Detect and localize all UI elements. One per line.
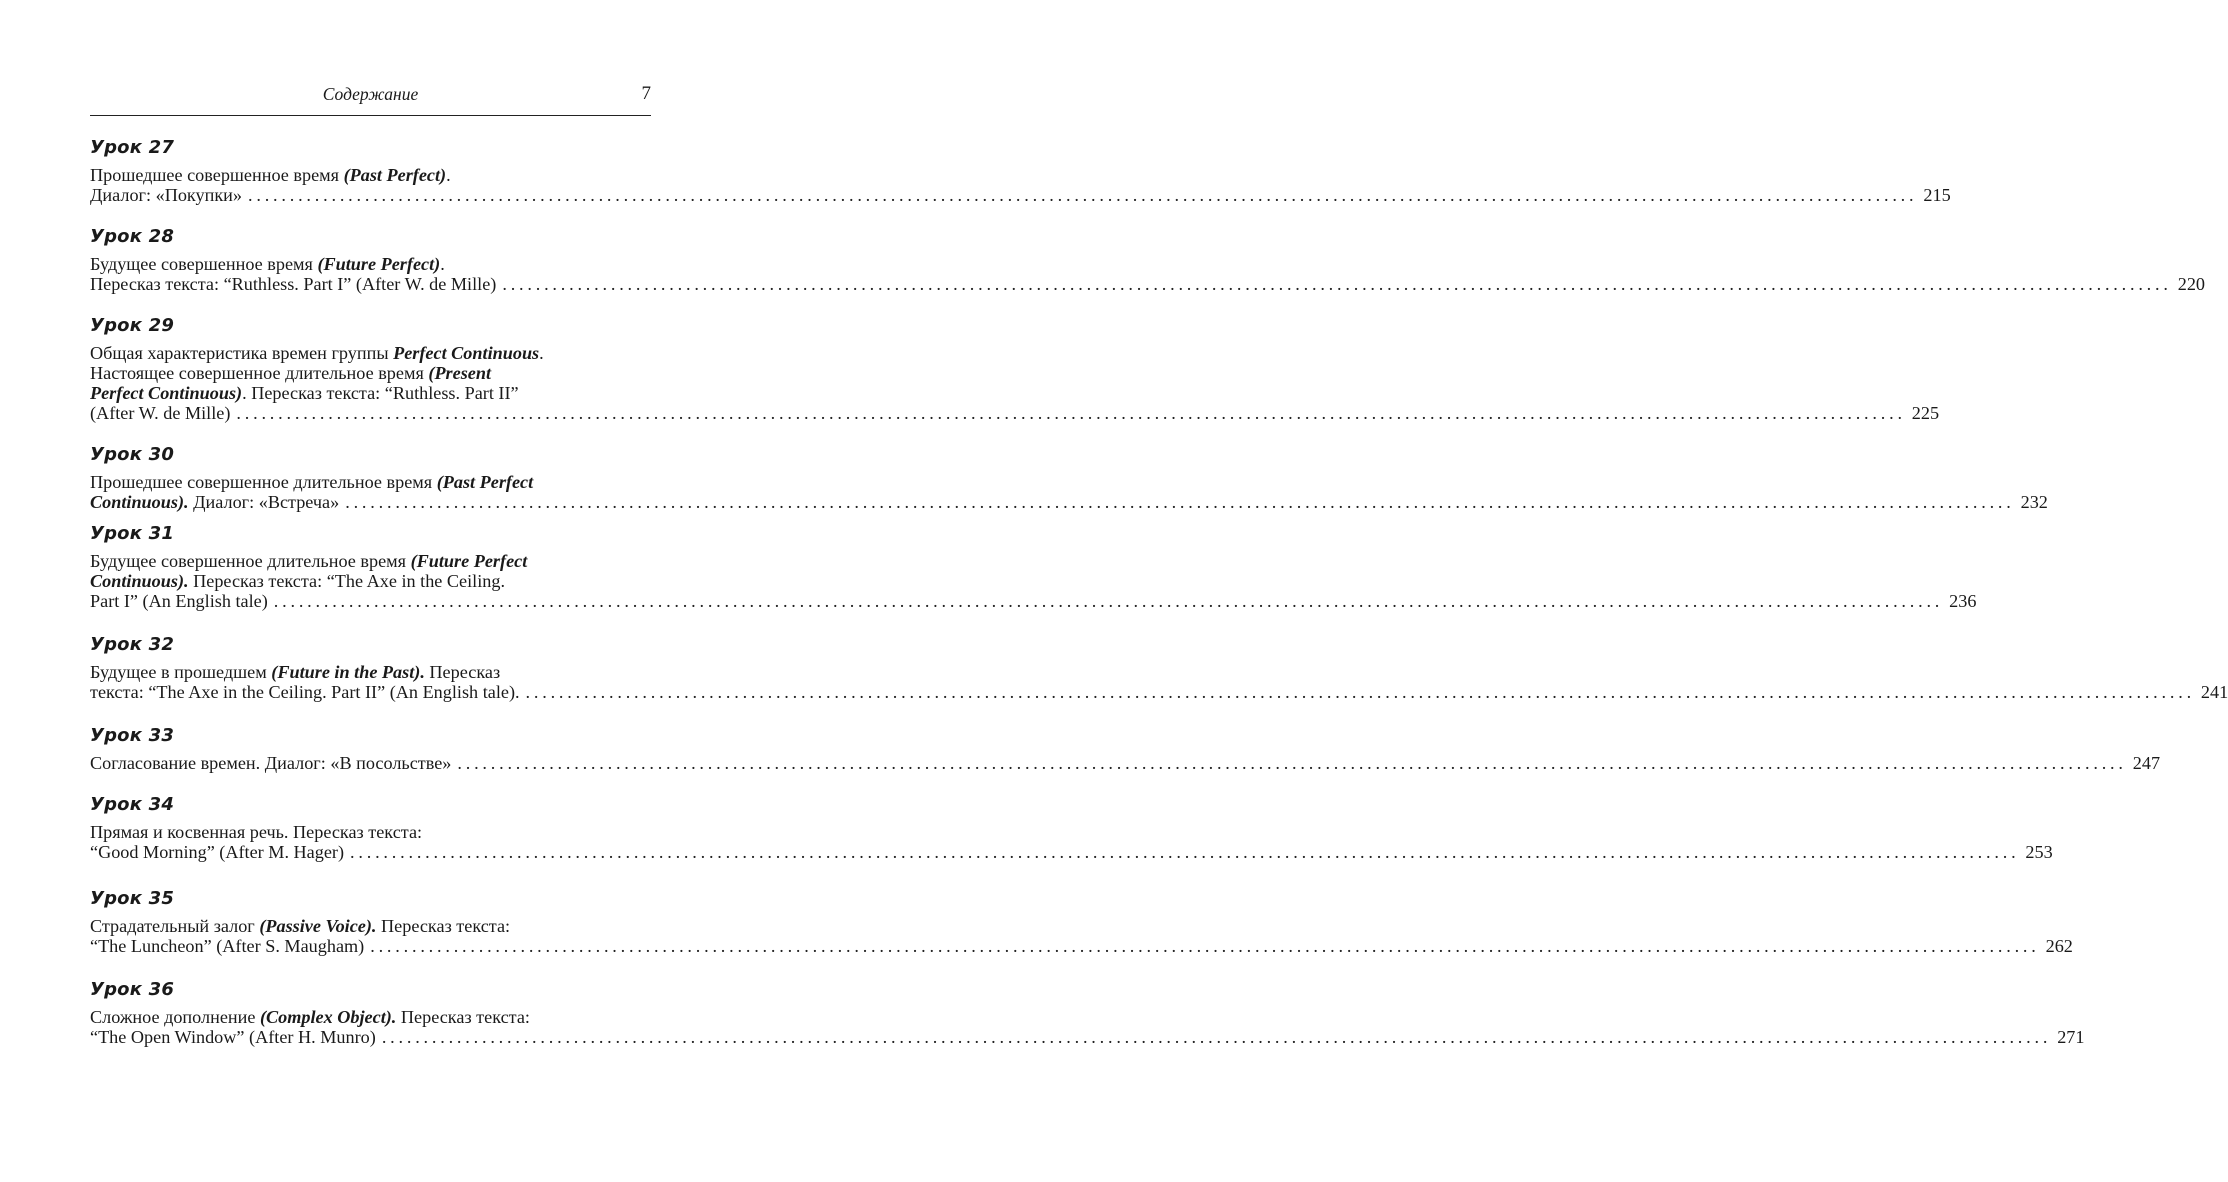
- entry-text: [90, 403, 230, 423]
- toc-lesson: [90, 223, 2205, 294]
- text-run: Общая характеристика времен группы: [90, 343, 394, 363]
- page-ref: 220: [2177, 274, 2205, 294]
- text-run: Прямая и косвенная речь. Пересказ текста:: [90, 822, 423, 842]
- text-run: Будущее совершенное время: [90, 254, 318, 274]
- entry-text: [90, 492, 339, 512]
- text-run: . Пересказ текста: “Ruthless. Part II”: [242, 383, 519, 403]
- entry-line: [90, 662, 650, 682]
- toc-lesson: [90, 312, 1940, 423]
- entry-text: [90, 363, 491, 383]
- text-run: Согласование времен. Диалог: «В посольстве»: [90, 753, 452, 773]
- text-run: Будущее в прошедшем: [90, 662, 272, 682]
- entry-text: [90, 753, 451, 773]
- text-run: (After W. de Mille): [90, 403, 231, 423]
- entry-line: [90, 1007, 650, 1027]
- entry-line: [90, 753, 2161, 773]
- entry-line: [90, 916, 650, 936]
- dot-leader: ........................................................................................................................................................................................................: [236, 403, 1906, 423]
- entry-line: [90, 551, 650, 571]
- page-ref: 241: [2200, 682, 2228, 702]
- text-run: Пересказ текста:: [376, 916, 511, 936]
- entry-line: [90, 472, 650, 492]
- entry-line: [90, 165, 650, 185]
- lesson-title: Урок 31: [90, 523, 175, 544]
- term-emphasis: (Complex Object).: [259, 1007, 397, 1027]
- text-run: Страдательный залог: [90, 916, 260, 936]
- toc-entry: [90, 472, 2048, 512]
- entry-line: [90, 842, 2053, 862]
- toc-entry: [90, 165, 1951, 205]
- text-run: “Good Morning” (After M. Hager): [90, 842, 345, 862]
- toc-lesson: [90, 134, 1951, 205]
- entry-text: [90, 551, 527, 571]
- toc-lesson: [90, 520, 1977, 611]
- entry-text: [90, 682, 520, 702]
- entry-line: [90, 936, 2073, 956]
- term-emphasis: Continuous).: [90, 571, 189, 591]
- toc-entry: [90, 551, 1977, 611]
- text-run: Будущее совершенное длительное время: [90, 551, 411, 571]
- text-run: Part I” (An English tale): [90, 591, 268, 611]
- entry-text: [90, 1027, 376, 1047]
- toc-lesson: [90, 631, 2228, 702]
- page-ref: 225: [1911, 403, 1940, 423]
- text-run: Пересказ текста:: [396, 1007, 530, 1027]
- text-run: Сложное дополнение: [90, 1007, 260, 1027]
- dot-leader: ........................................................................................................................................................................................................: [525, 682, 2195, 702]
- toc-entry: [90, 343, 1940, 423]
- running-title: Содержание: [322, 84, 419, 104]
- page-number: 7: [641, 83, 651, 104]
- term-emphasis: (Future Perfect: [410, 551, 528, 571]
- text-run: текста: “The Axe in the Ceiling. Part II” (An English tale).: [90, 682, 520, 702]
- toc-entry: [90, 662, 2228, 702]
- header-rule: [90, 115, 651, 116]
- page-ref: 253: [2025, 842, 2053, 862]
- lesson-title: Урок 33: [90, 725, 175, 746]
- entry-line: [90, 343, 650, 363]
- page-header: [90, 84, 651, 118]
- term-emphasis: (Past Perfect: [436, 472, 534, 492]
- dot-leader: ........................................................................................................................................................................................................: [381, 1027, 2052, 1047]
- entry-line: [90, 185, 1951, 205]
- entry-text: [90, 591, 268, 611]
- toc-entry: [90, 254, 2205, 294]
- entry-text: [90, 822, 422, 842]
- entry-line: [90, 1027, 2085, 1047]
- toc-entry: [90, 1007, 2085, 1047]
- dot-leader: ........................................................................................................................................................................................................: [350, 842, 2020, 862]
- entry-text: [90, 274, 496, 294]
- entry-text: [90, 571, 505, 591]
- dot-leader: ........................................................................................................................................................................................................: [273, 591, 1944, 611]
- entry-line: [90, 571, 650, 591]
- dot-leader: ........................................................................................................................................................................................................: [457, 753, 2127, 773]
- toc-entry: [90, 753, 2161, 773]
- term-emphasis: (Present: [428, 363, 492, 383]
- entry-line: [90, 492, 2048, 512]
- term-emphasis: Perfect Continuous): [90, 383, 243, 403]
- entry-line: [90, 403, 1940, 423]
- entry-text: [90, 1007, 530, 1027]
- entry-text: [90, 185, 242, 205]
- entry-text: [90, 916, 510, 936]
- term-emphasis: (Past Perfect): [343, 165, 447, 185]
- page-ref: 232: [2020, 492, 2048, 512]
- dot-leader: ........................................................................................................................................................................................................: [502, 274, 2172, 294]
- text-run: .: [440, 254, 445, 274]
- text-run: Прошедшее совершенное время: [90, 165, 344, 185]
- page-ref: 247: [2132, 753, 2161, 773]
- toc-lesson: [90, 976, 2085, 1047]
- term-emphasis: (Passive Voice).: [259, 916, 377, 936]
- entry-text: [90, 165, 451, 185]
- toc-lesson: [90, 885, 2073, 956]
- text-run: Диалог: «Покупки»: [90, 185, 242, 205]
- lesson-title: Урок 29: [90, 315, 175, 336]
- entry-line: [90, 822, 650, 842]
- entry-text: [90, 662, 500, 682]
- entry-line: [90, 274, 2205, 294]
- entry-text: [90, 383, 519, 403]
- page-ref: 215: [1923, 185, 1951, 205]
- page-ref: 236: [1949, 591, 1977, 611]
- entry-line: [90, 591, 1977, 611]
- text-run: .: [446, 165, 451, 185]
- entry-line: [90, 254, 650, 274]
- text-run: “The Luncheon” (After S. Maugham): [90, 936, 365, 956]
- term-emphasis: Perfect Continuous: [393, 343, 540, 363]
- entry-line: [90, 363, 650, 383]
- dot-leader: ........................................................................................................................................................................................................: [370, 936, 2040, 956]
- text-run: Настоящее совершенное длительное время: [90, 363, 429, 383]
- term-emphasis: (Future in the Past).: [271, 662, 425, 682]
- text-run: Прошедшее совершенное длительное время: [90, 472, 437, 492]
- lesson-title: Урок 27: [90, 137, 175, 158]
- entry-line: [90, 682, 2228, 702]
- toc-lesson: [90, 791, 2053, 862]
- term-emphasis: (Future Perfect): [317, 254, 441, 274]
- toc-entry: [90, 916, 2073, 956]
- entry-text: [90, 842, 344, 862]
- text-run: Диалог: «Встреча»: [188, 492, 340, 512]
- entry-line: [90, 383, 650, 403]
- page-ref: 271: [2057, 1027, 2085, 1047]
- toc-lesson: [90, 722, 2161, 773]
- text-run: .: [539, 343, 544, 363]
- entry-text: [90, 343, 544, 363]
- entry-text: [90, 472, 533, 492]
- dot-leader: ........................................................................................................................................................................................................: [345, 492, 2015, 512]
- lesson-title: Урок 36: [90, 979, 175, 1000]
- dot-leader: ........................................................................................................................................................................................................: [248, 185, 1918, 205]
- text-run: Пересказ текста: “The Axe in the Ceiling.: [188, 571, 506, 591]
- term-emphasis: Continuous).: [90, 492, 189, 512]
- page-ref: 262: [2045, 936, 2073, 956]
- toc-lesson: [90, 441, 2048, 512]
- toc-entry: [90, 822, 2053, 862]
- text-run: Пересказ текста: “Ruthless. Part I” (After W. de Mille): [90, 274, 497, 294]
- lesson-title: Урок 34: [90, 794, 175, 815]
- lesson-title: Урок 35: [90, 888, 175, 909]
- lesson-title: Урок 32: [90, 634, 175, 655]
- lesson-title: Урок 28: [90, 226, 175, 247]
- entry-text: [90, 936, 364, 956]
- text-run: “The Open Window” (After H. Munro): [90, 1027, 376, 1047]
- lesson-title: Урок 30: [90, 444, 175, 465]
- text-run: Пересказ: [424, 662, 501, 682]
- entry-text: [90, 254, 445, 274]
